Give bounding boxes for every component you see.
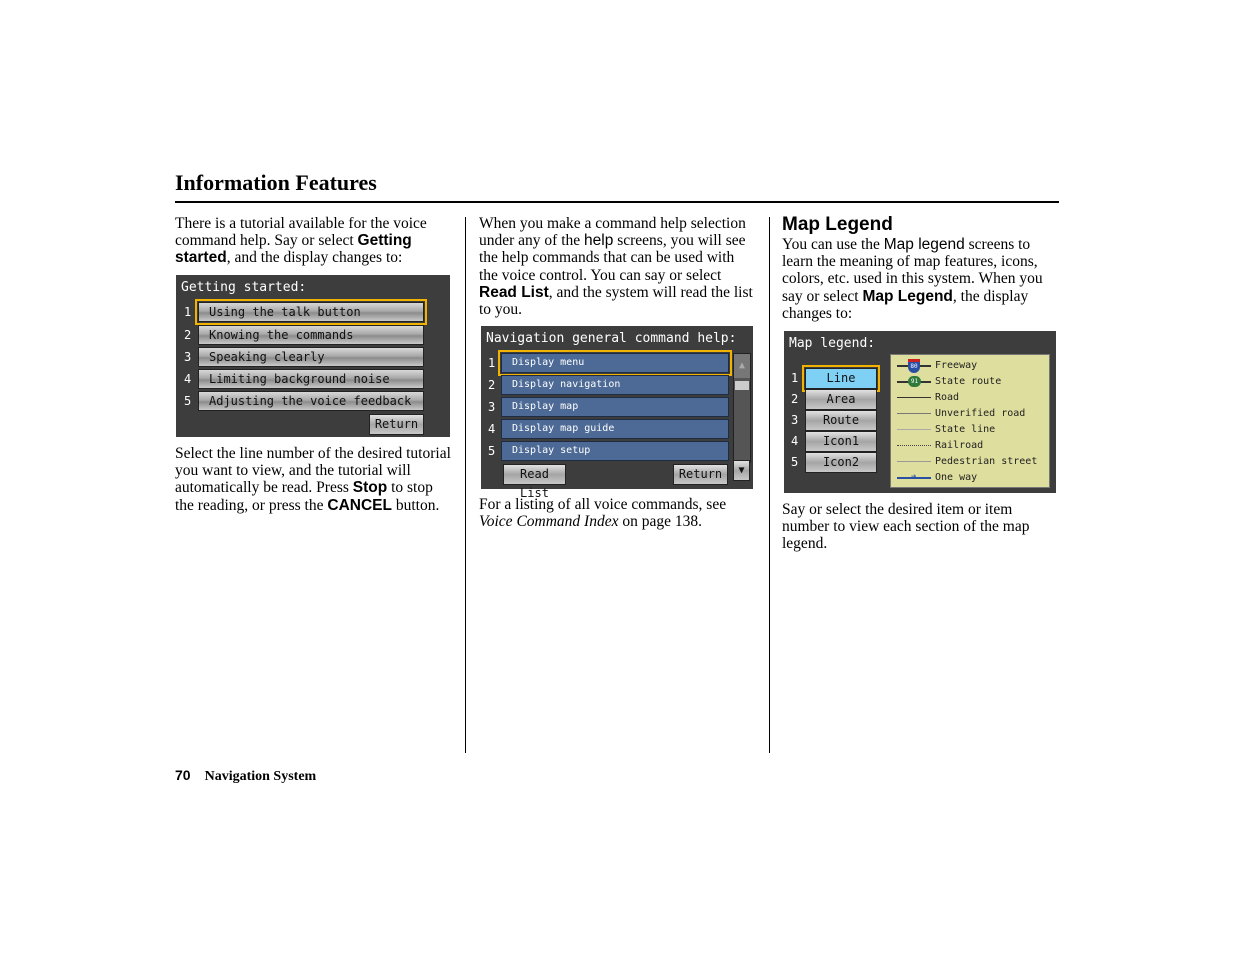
scroll-thumb[interactable]: [735, 381, 749, 390]
legend-unverified-road: Unverified road: [897, 407, 1067, 421]
read-list-button[interactable]: Read List: [503, 464, 566, 485]
scrollbar-track[interactable]: [733, 353, 751, 463]
row-number: 3: [488, 400, 496, 414]
interstate-shield-icon: 80: [908, 359, 920, 373]
legend-road: Road: [897, 391, 1067, 405]
tutorial-item-background-noise[interactable]: Limiting background noise: [198, 369, 424, 389]
command-item-display-navigation[interactable]: Display navigation: [501, 375, 729, 395]
row-number: 5: [184, 394, 192, 408]
legend-tab-route[interactable]: Route: [805, 410, 877, 431]
command-item-display-map-guide[interactable]: Display map guide: [501, 419, 729, 439]
return-button[interactable]: Return: [369, 414, 424, 435]
footer-label: Navigation System: [204, 769, 317, 784]
col1-paragraph-1: There is a tutorial available for the voice command help. Say or select Getting started, and the display changes to:: [175, 215, 427, 267]
map-legend-select-term: Map Legend: [862, 287, 953, 305]
scroll-up-arrow-icon[interactable]: ▲: [734, 354, 750, 378]
screen-title: Getting started:: [181, 280, 307, 295]
screen-title: Navigation general command help:: [486, 331, 737, 346]
col2-paragraph-1: When you make a command help selection under any of the help screens, you will see the help commands that can be used with the voice control. You can say or select Read List, and the system will read the list to you.: [479, 215, 753, 319]
legend-one-way: ➔ One way: [897, 471, 1067, 485]
legend-freeway: 80 Freeway: [897, 359, 1067, 373]
map-legend-screen: [784, 331, 1056, 493]
row-number: 4: [488, 422, 496, 436]
col1-paragraph-2: Select the line number of the desired tutorial you want to view, and the tutorial will automatically be read. Press Stop to stop the reading, or press the CANCEL button.: [175, 445, 451, 514]
legend-panel: [890, 354, 1050, 488]
legend-railroad: Railroad: [897, 439, 1067, 453]
tutorial-item-speaking-clearly[interactable]: Speaking clearly: [198, 347, 424, 367]
column-3: [782, 214, 1060, 322]
command-help-screen: [481, 326, 753, 500]
legend-tab-area[interactable]: Area: [805, 389, 877, 410]
one-way-arrow-icon: ➔: [911, 472, 917, 482]
screen-title: Map legend:: [789, 336, 876, 351]
col3-paragraph-2: Say or select the desired item or item number to view each section of the map legend.: [782, 501, 1030, 553]
row-number: 1: [488, 356, 496, 370]
column-divider: [465, 217, 466, 753]
map-legend-term: Map legend: [883, 236, 965, 253]
tutorial-item-voice-feedback[interactable]: Adjusting the voice feedback: [198, 391, 424, 411]
scroll-down-arrow-icon[interactable]: ▼: [733, 460, 750, 481]
legend-tab-icon2[interactable]: Icon2: [805, 452, 877, 473]
col3-paragraph-1: You can use the Map legend screens to learn the meaning of map features, icons, colors, etc. used in this system. When you say or select Map Legend, the display changes to:: [782, 236, 1043, 322]
row-number: 3: [184, 350, 192, 364]
getting-started-screen: [176, 275, 450, 437]
column-1: [175, 215, 450, 267]
row-number: 3: [791, 413, 799, 427]
title-rule: [175, 201, 1059, 203]
page-title: Information Features: [175, 170, 377, 195]
stop-term: Stop: [352, 479, 388, 497]
voice-command-index-ref: Voice Command Index: [479, 513, 619, 531]
command-item-display-menu[interactable]: Display menu: [501, 353, 729, 373]
page-number: 70: [175, 767, 191, 783]
column-divider: [769, 217, 770, 753]
return-button[interactable]: Return: [673, 464, 728, 485]
tutorial-item-talk-button[interactable]: Using the talk button: [198, 302, 424, 322]
legend-state-line: State line: [897, 423, 1067, 437]
read-list-term: Read List: [479, 283, 549, 301]
row-number: 1: [184, 305, 192, 319]
row-number: 2: [791, 392, 799, 406]
map-legend-heading: Map Legend: [782, 214, 893, 235]
page-footer: [175, 767, 316, 785]
legend-tab-line[interactable]: Line: [805, 368, 877, 389]
row-number: 5: [791, 455, 799, 469]
row-number: 4: [791, 434, 799, 448]
row-number: 1: [791, 371, 799, 385]
row-number: 2: [184, 328, 192, 342]
row-number: 5: [488, 444, 496, 458]
state-route-shield-icon: 91: [908, 376, 921, 387]
legend-pedestrian-street: Pedestrian street: [897, 455, 1067, 469]
row-number: 2: [488, 378, 496, 392]
legend-tab-icon1[interactable]: Icon1: [805, 431, 877, 452]
help-term: help: [584, 232, 614, 250]
row-number: 4: [184, 372, 192, 386]
command-item-display-map[interactable]: Display map: [501, 397, 729, 417]
cancel-term: CANCEL: [327, 496, 392, 514]
command-item-display-setup[interactable]: Display setup: [501, 441, 729, 461]
tutorial-item-knowing-commands[interactable]: Knowing the commands: [198, 325, 424, 345]
legend-state-route: 91 State route: [897, 375, 1067, 389]
col2-paragraph-2: For a listing of all voice commands, see Voice Command Index on page 138.: [479, 496, 727, 531]
getting-started-term: Getting started: [175, 232, 412, 267]
